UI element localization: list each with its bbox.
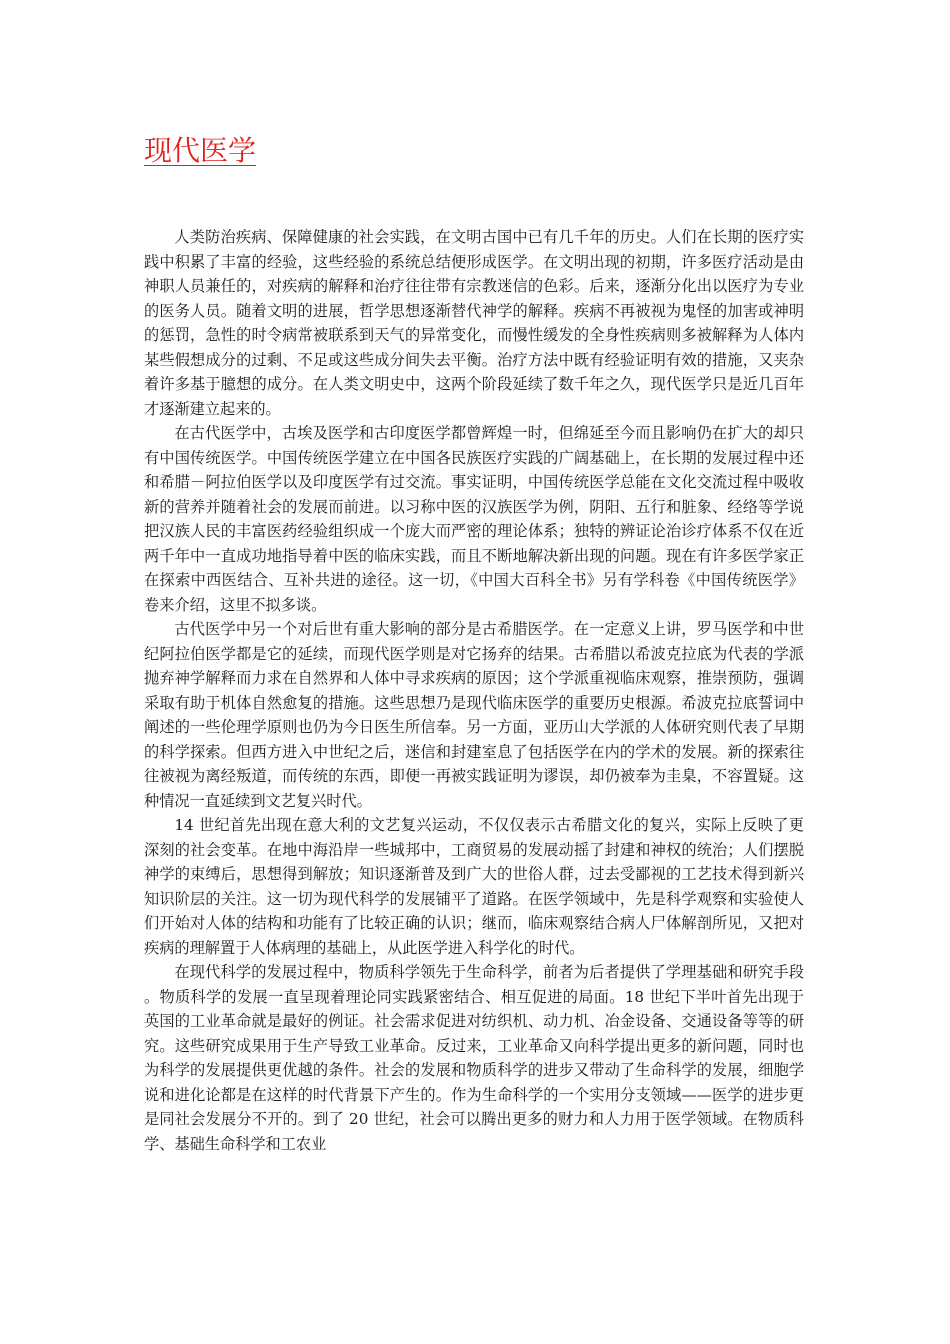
paragraph-4: 14 世纪首先出现在意大利的文艺复兴运动，不仅仅表示古希腊文化的复兴，实际上反映了更深刻的社会变革。在地中海沿岸一些城邦中，工商贸易的发展动摇了封建和神权的统治；人们摆脱神学的束缚后，思想得到解放；知识逐渐普及到广大的世俗人群，过去受鄙视的工艺技术得到新兴知识阶层的关注。这一切为现代科学的发展铺平了道路。在医学领域中，先是科学观察和实验使人们开始对人体的结构和功能有了比较正确的认识；继而，临床观察结合病人尸体解剖所见，又把对疾病的理解置于人体病理的基础上，从此医学进入科学化的时代。 — [144, 816, 804, 957]
paragraph-3: 古代医学中另一个对后世有重大影响的部分是古希腊医学。在一定意义上讲，罗马医学和中世纪阿拉伯医学都是它的延续，而现代医学则是对它扬弃的结果。古希腊以希波克拉底为代表的学派抛弃神学解释而力求在自然界和人体中寻求疾病的原因；这个学派重视临床观察，推崇预防，强调采取有助于机体自然愈复的措施。这些思想乃是现代临床医学的重要历史根源。希波克拉底誓词中阐述的一些伦理学原则也仍为今日医生所信奉。另一方面，亚历山大学派的人体研究则代表了早期的科学探索。但西方进入中世纪之后，迷信和封建室息了包括医学在内的学术的发展。新的探索往往被视为离经叛道，而传统的东西，即便一再被实践证明为谬误，却仍被奉为圭臬，不容置疑。这种情况一直延续到文艺复兴时代。 — [144, 620, 804, 810]
paragraph-5: 在现代科学的发展过程中，物质科学领先于生命科学，前者为后者提供了学理基础和研究手段。物质科学的发展一直呈现着理论同实践紧密结合、相互促进的局面。18 世纪下半叶首先出现于英国的工业革命就是最好的例证。社会需求促进对纺织机、动力机、冶金设备、交通设备等等的研究。这些研究成果用于生产导致工业革命。反过来，工业革命又向科学提出更多的新问题，同时也为科学的发展提供更优越的条件。社会的发展和物质科学的进步又带动了生命科学的发展，细胞学说和进化论都是在这样的时代背景下产生的。作为生命科学的一个实用分支领域——医学的进步更是同社会发展分不开的。到了 20 世纪，社会可以腾出更多的财力和人力用于医学领域。在物质科学、基础生命科学和工农业 — [144, 963, 804, 1153]
paragraph-1: 人类防治疾病、保障健康的社会实践，在文明古国中已有几千年的历史。人们在长期的医疗实践中积累了丰富的经验，这些经验的系统总结便形成医学。在文明出现的初期，许多医疗活动是由神职人员兼任的，对疾病的解释和治疗往往带有宗教迷信的色彩。后来，逐渐分化出以医疗为专业的医务人员。随着文明的进展，哲学思想逐渐替代神学的解释。疾病不再被视为鬼怪的加害或神明的惩罚，急性的时令病常被联系到天气的异常变化，而慢性缓发的全身性疾病则多被解释为人体内某些假想成分的过剩、不足或这些成分间失去平衡。治疗方法中既有经验证明有效的措施，又夹杂着许多基于臆想的成分。在人类文明史中，这两个阶段延续了数千年之久，现代医学只是近几百年才逐渐建立起来的。 — [144, 228, 804, 418]
document-title[interactable]: 现代医学 — [144, 134, 257, 167]
paragraph-2: 在古代医学中，古埃及医学和古印度医学都曾辉煌一时，但绵延至今而且影响仍在扩大的却只有中国传统医学。中国传统医学建立在中国各民族医疗实践的广阔基础上，在长期的发展过程中还和希腊－阿拉伯医学以及印度医学有过交流。事实证明，中国传统医学总能在文化交流过程中吸收新的营养并随着社会的发展而前进。以习称中医的汉族医学为例，阴阳、五行和脏象、经络等学说把汉族人民的丰富医药经验组织成一个庞大而严密的理论体系；独特的辨证论治诊疗体系不仅在近两千年中一直成功地指导着中医的临床实践，而且不断地解决新出现的问题。现在有许多医学家正在探索中西医结合、互补共进的途径。这一切，《中国大百科全书》另有学科卷《中国传统医学》卷来介绍，这里不拟多谈。 — [144, 424, 804, 614]
document-body — [144, 225, 804, 1156]
